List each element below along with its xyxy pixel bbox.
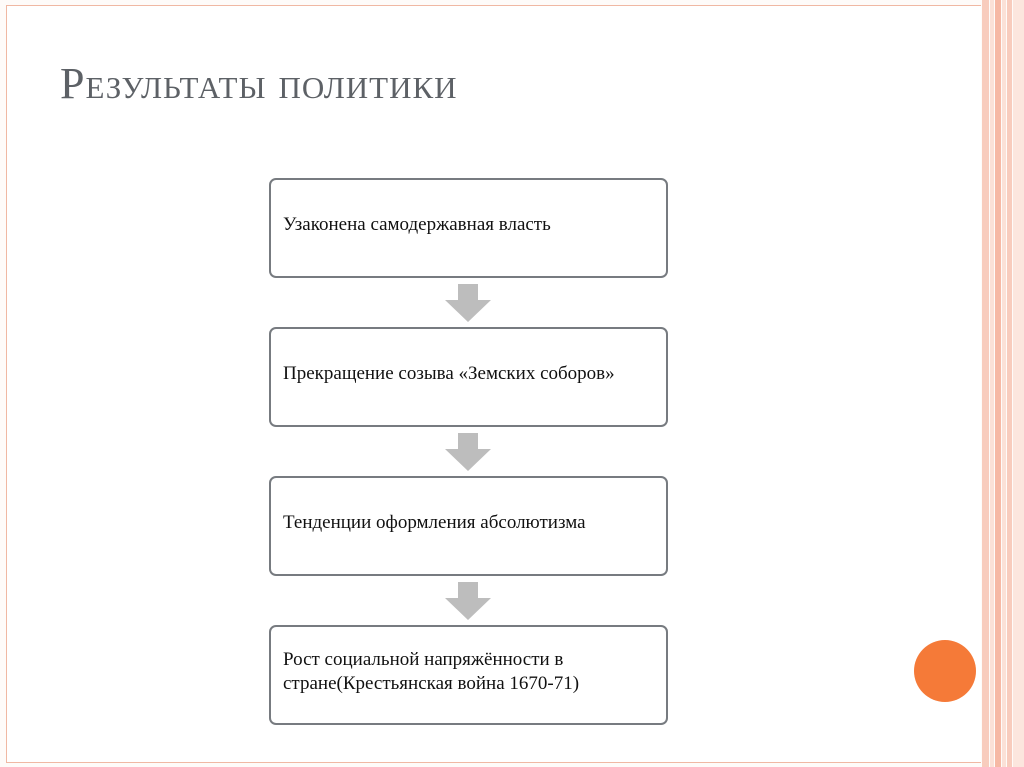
flow-step-1-text: Узаконена самодержавная власть bbox=[283, 214, 551, 236]
decorative-stripe bbox=[1007, 0, 1012, 767]
down-arrow-icon bbox=[445, 433, 491, 471]
slide-title: Результаты политики bbox=[60, 59, 458, 108]
down-arrow-icon bbox=[445, 284, 491, 322]
flow-step-4 bbox=[269, 625, 668, 725]
down-arrow-icon bbox=[445, 582, 491, 620]
decorative-stripe bbox=[990, 0, 994, 767]
flow-step-2-text: Прекращение созыва «Земских соборов» bbox=[283, 363, 615, 385]
flow-step-3-text: Тенденции оформления абсолютизма bbox=[283, 512, 586, 534]
flow-step-3 bbox=[269, 476, 668, 576]
flow-step-4-text: Рост социальной напряжённости в стране(Крестьянская война 1670-71) bbox=[283, 649, 580, 694]
decorative-stripe bbox=[1013, 0, 1024, 767]
flow-step-1 bbox=[269, 178, 668, 278]
decorative-stripe bbox=[982, 0, 989, 767]
decorative-stripe bbox=[1002, 0, 1006, 767]
flow-step-2 bbox=[269, 327, 668, 427]
accent-circle bbox=[914, 640, 976, 702]
decorative-stripe bbox=[995, 0, 1001, 767]
